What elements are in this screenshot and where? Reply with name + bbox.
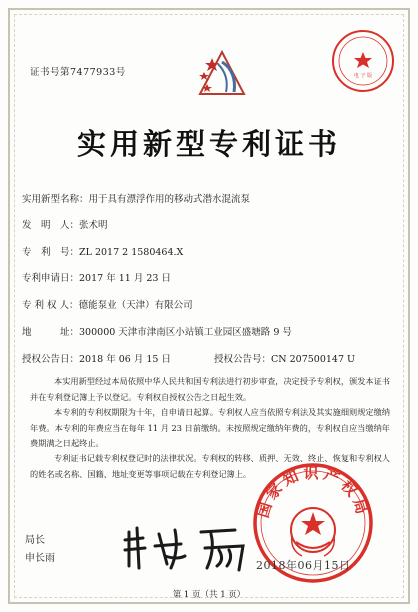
seal-date: 2018年06月15日	[256, 559, 351, 572]
grant-publication-number-row	[214, 351, 355, 365]
inventor-label: 发 明 人：	[22, 220, 80, 231]
inventor: 张术明	[79, 220, 108, 231]
filing-date-label: 专利申请日：	[22, 273, 80, 284]
top-right-seal-icon	[330, 28, 396, 94]
utility-model-name-label: 实用新型名称：	[22, 194, 89, 205]
seal-text: 国家知识产权局	[253, 464, 373, 520]
patent-number: ZL 2017 2 1580464.X	[79, 247, 184, 258]
svg-text:国家知识产权局	[254, 464, 372, 520]
paragraph-legal-status: 专利证书记载专利权登记时的法律状况。专利权的转移、质押、无效、终止、恢复和专利权人的姓名或名称、国籍、地址变更等事项记载在专利登记簿上。	[30, 453, 390, 479]
utility-model-name: 用于具有漂浮作用的移动式潜水混流泵	[88, 194, 251, 205]
director-title: 局长	[25, 535, 45, 546]
paragraph-grant-statement: 本实用新型经过本局依照中华人民共和国专利法进行初步审查，决定授予专利权，颁发本证书并在专利登记簿上予以登记。专利权自授权公告之日起生效。	[30, 376, 390, 402]
utility-model-name-row	[22, 191, 250, 205]
director-name: 申长雨	[25, 553, 55, 564]
patentee: 德能泵业（天津）有限公司	[78, 300, 193, 311]
patent-number-label: 专 利 号：	[22, 247, 80, 258]
patentee-label: 专 利 权 人：	[22, 300, 79, 311]
cnipa-emblem-icon	[192, 44, 252, 104]
grant-date: 2018 年 06 月 15 日	[79, 354, 171, 365]
handwritten-signature-icon	[115, 520, 265, 580]
address: 300000 天津市津南区小站镇工业园区盛塘路 9 号	[79, 327, 292, 338]
inventor-row	[22, 217, 108, 231]
address-row	[22, 324, 292, 338]
grant-publication-number-label: 授权公告号：	[214, 354, 272, 365]
grant-date-row	[22, 351, 171, 365]
grant-date-label: 授权公告日：	[22, 354, 80, 365]
filing-date: 2017 年 11 月 23 日	[79, 273, 171, 284]
address-label: 地 址：	[22, 327, 80, 338]
filing-date-row	[22, 270, 171, 284]
page-number: 第 1 页（共 1 页）	[172, 590, 246, 600]
patent-number-row	[22, 244, 183, 258]
certificate-number: 证书号第7477933号	[30, 67, 126, 78]
patentee-row	[22, 297, 193, 311]
certificate-title: 实用新型专利证书	[76, 127, 341, 161]
paragraph-term-and-fees: 本专利的专利权期限为十年，自申请日起算。专利权人应当依照专利法及其实施细则规定缴纳年费。本专利的年费应当在每年 11 月 23 日前缴纳。未按照规定缴纳年费的，专利权自应当缴纳年费期满之日起终止。	[30, 407, 390, 448]
svg-text:电 子 版: 电 子 版	[353, 73, 373, 79]
grant-publication-number: CN 207500147 U	[271, 354, 356, 365]
